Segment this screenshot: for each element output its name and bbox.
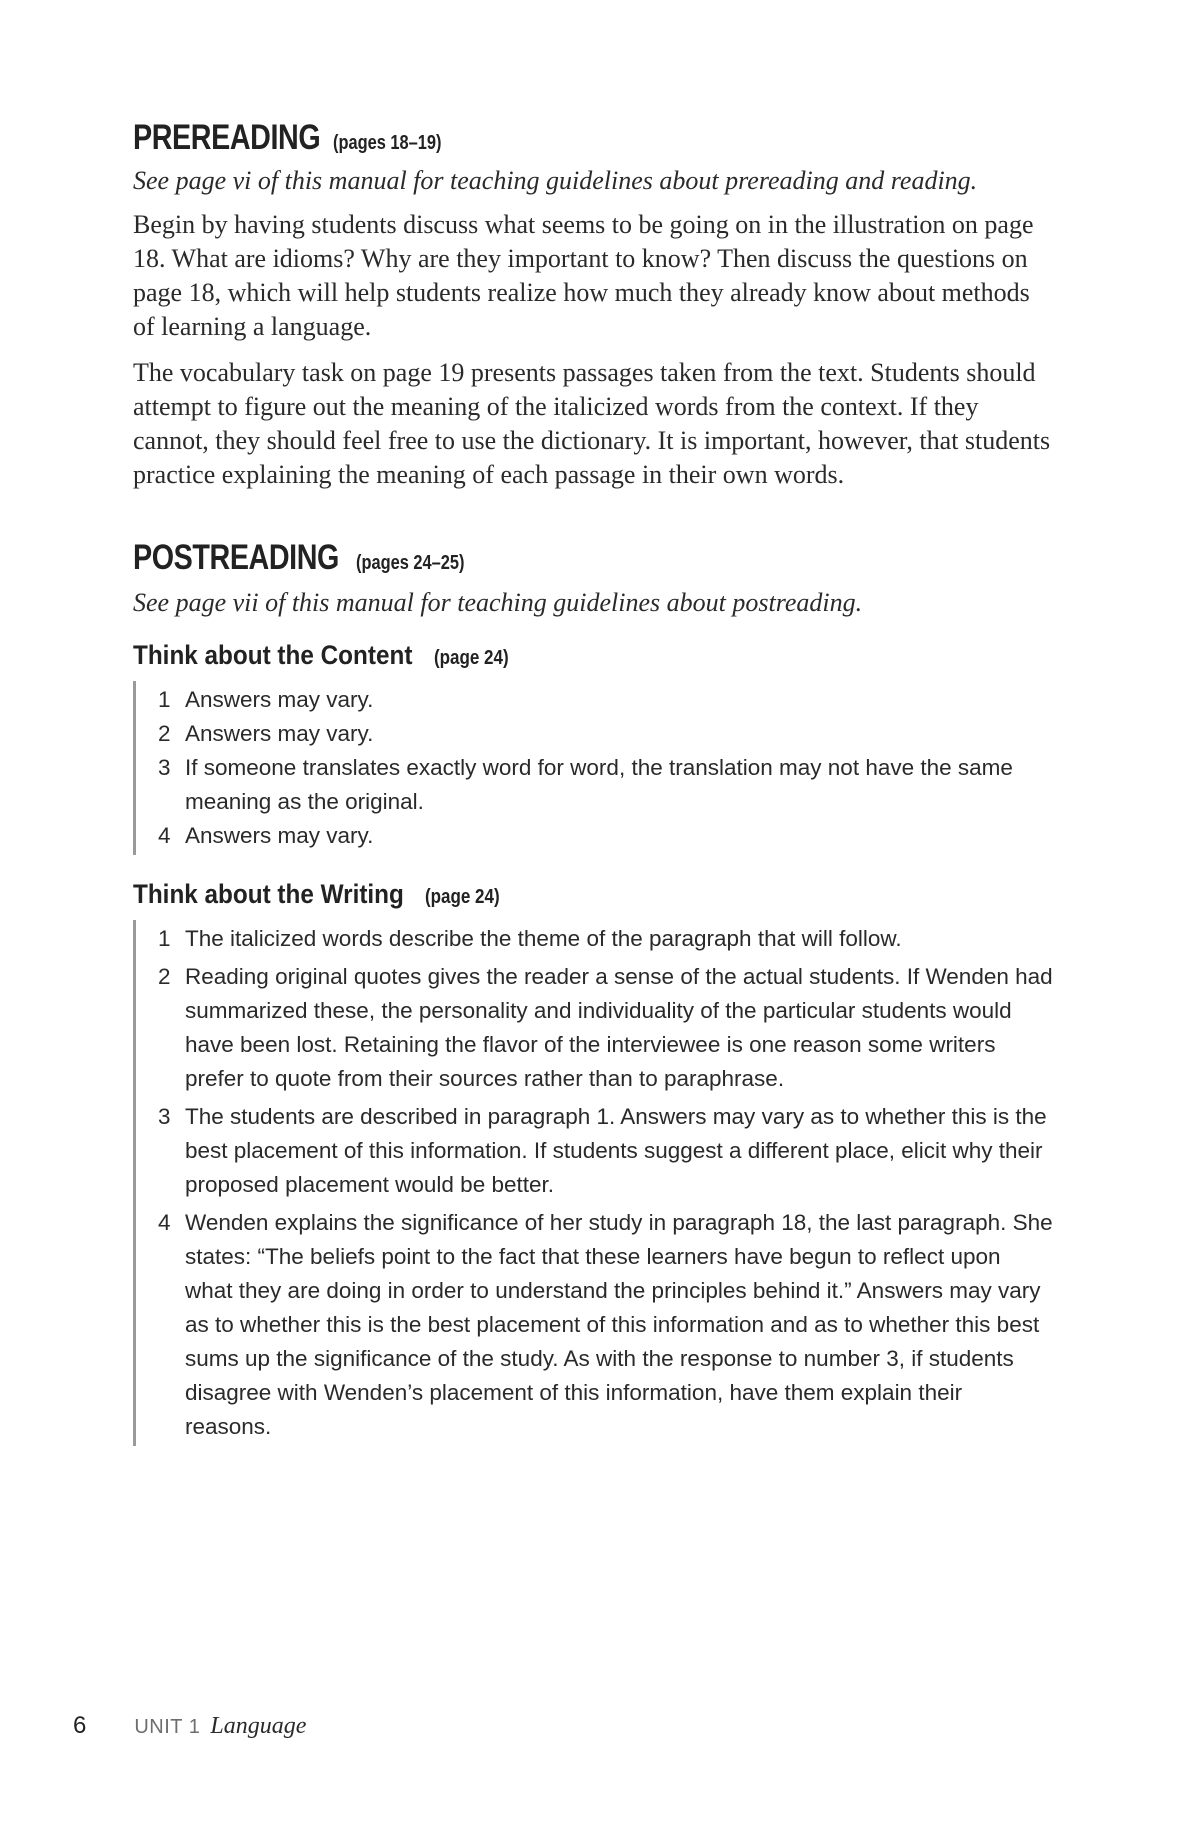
list-item	[158, 819, 1053, 853]
prereading-heading	[133, 120, 1053, 155]
writing-answer-list	[133, 920, 1053, 1446]
item-text: The italicized words describe the theme of the paragraph that will follow.	[185, 926, 902, 951]
writing-pages: (page 24)	[424, 886, 500, 908]
list-item	[158, 1100, 1053, 1202]
item-number: 2	[158, 721, 171, 746]
content-title: Think about the Content	[133, 640, 413, 670]
list-item	[158, 1206, 1053, 1444]
content-heading	[133, 640, 1053, 671]
list-item	[158, 717, 1053, 751]
prereading-note: See page vi of this manual for teaching guidelines about prereading and reading.	[133, 166, 978, 195]
item-number: 1	[158, 687, 171, 712]
item-number: 3	[158, 755, 171, 780]
list-item	[158, 960, 1053, 1096]
item-number: 4	[158, 1210, 171, 1235]
prereading-paragraph-2: The vocabulary task on page 19 presents passages taken from the text. Students should attempt to figure out the meaning of the italicized words from the context. If they cannot, they should feel free to use the dictionary. It is important, however, that students practice explaining the meaning of each passage in their own words.	[133, 358, 1051, 489]
writing-title: Think about the Writing	[133, 879, 404, 909]
page-number: 6	[73, 1712, 87, 1739]
postreading-pages: (pages 24–25)	[356, 552, 465, 574]
content-answer-list	[133, 681, 1053, 855]
item-text: The students are described in paragraph 1. Answers may vary as to whether this is the best placement of this information. If students suggest a different place, elicit why their proposed placement would be better.	[185, 1104, 1047, 1197]
list-item	[158, 751, 1053, 819]
item-text: Reading original quotes gives the reader a sense of the actual students. If Wenden had summarized these, the personality and individuality of the particular students would have been lost. Retaining the flavor of the interviewee is one reason some writers prefer to quote from their sources rather than to paraphrase.	[185, 964, 1053, 1091]
writing-heading	[133, 879, 1053, 910]
unit-label: UNIT 1	[134, 1716, 201, 1738]
item-text: Answers may vary.	[185, 721, 374, 746]
item-text: Answers may vary.	[185, 687, 374, 712]
item-text: Answers may vary.	[185, 823, 374, 848]
page-footer	[73, 1712, 306, 1740]
prereading-title: PREREADING	[133, 118, 321, 157]
item-text: Wenden explains the significance of her study in paragraph 18, the last paragraph. She states: “The beliefs point to the fact that these learners have begun to reflect upon what they are doing in order to understand the principles behind it.” Answers may vary as to whether this is the best placement of this information and as to whether this best sums up the significance of the study. As with the response to number 3, if students disagree with Wenden’s placement of this information, have them explain their reasons.	[185, 1210, 1053, 1439]
postreading-note: See page vii of this manual for teaching guidelines about postreading.	[133, 588, 863, 617]
content-pages: (page 24)	[434, 647, 509, 669]
item-number: 1	[158, 926, 171, 951]
postreading-heading	[133, 540, 1053, 575]
prereading-paragraph-1: Begin by having students discuss what seems to be going on in the illustration on page 18. What are idioms? Why are they important to know? Then discuss the questions on page 18, which will help students realize how much they already know about methods of learning a language.	[133, 210, 1034, 341]
list-item	[158, 922, 1053, 956]
item-number: 4	[158, 823, 171, 848]
item-number: 2	[158, 964, 171, 989]
prereading-pages: (pages 18–19)	[333, 132, 442, 154]
unit-name: Language	[210, 1713, 307, 1739]
page-content	[133, 120, 1053, 1446]
item-number: 3	[158, 1104, 171, 1129]
list-item	[158, 683, 1053, 717]
item-text: If someone translates exactly word for word, the translation may not have the same meaning as the original.	[185, 755, 1013, 814]
postreading-title: POSTREADING	[133, 538, 339, 577]
